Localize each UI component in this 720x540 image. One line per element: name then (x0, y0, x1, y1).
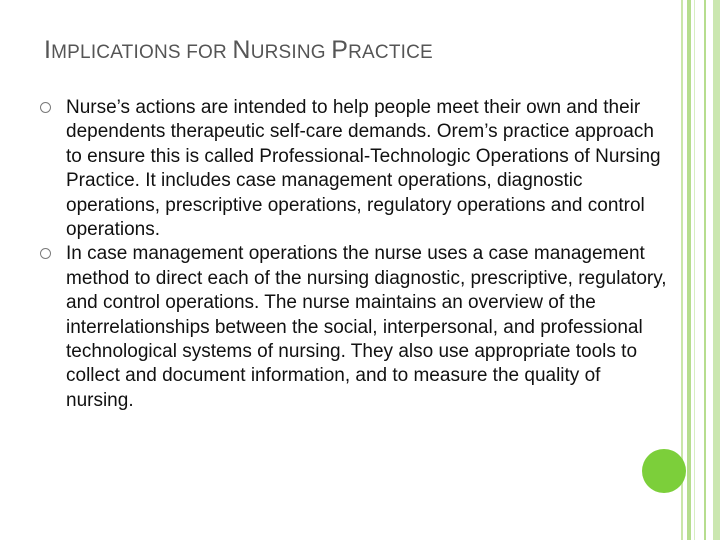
decorative-rail (704, 0, 706, 540)
hollow-circle-bullet-icon (40, 248, 51, 259)
title-text: MPLICATIONS FOR (51, 42, 233, 63)
title-initial: N (232, 36, 251, 64)
title-initial: P (331, 36, 349, 64)
bullet-list (36, 96, 668, 413)
green-circle-decoration (642, 449, 686, 493)
bullet-item (36, 96, 668, 242)
title-text: URSING (250, 42, 332, 63)
decorative-rail (713, 0, 720, 540)
slide-title (44, 36, 433, 65)
bullet-text: In case management operations the nurse uses a case management method to direct each of the nursing diagnostic, prescriptive, regulatory, and control operations. The nurse maintains an overview of the interrelationships between the social, interpersonal, and professional technological systems of nursing. They also use appropriate tools to collect and document information, and to measure the quality of nursing. (66, 243, 667, 411)
hollow-circle-bullet-icon (40, 102, 51, 113)
bullet-text: Nurse’s actions are intended to help people meet their own and their dependents therapeutic self-care demands. Orem’s practice approach to ensure this is called Professional-Technologic Operations of Nursing Practice. It includes case management operations, diagnostic operations, prescriptive operations, regulatory operations and control operations. (66, 97, 661, 241)
bullet-item (36, 242, 668, 413)
decorative-rail (687, 0, 691, 540)
decorative-rail (694, 0, 695, 540)
title-initial: I (44, 36, 52, 64)
title-text: RACTICE (348, 42, 433, 63)
